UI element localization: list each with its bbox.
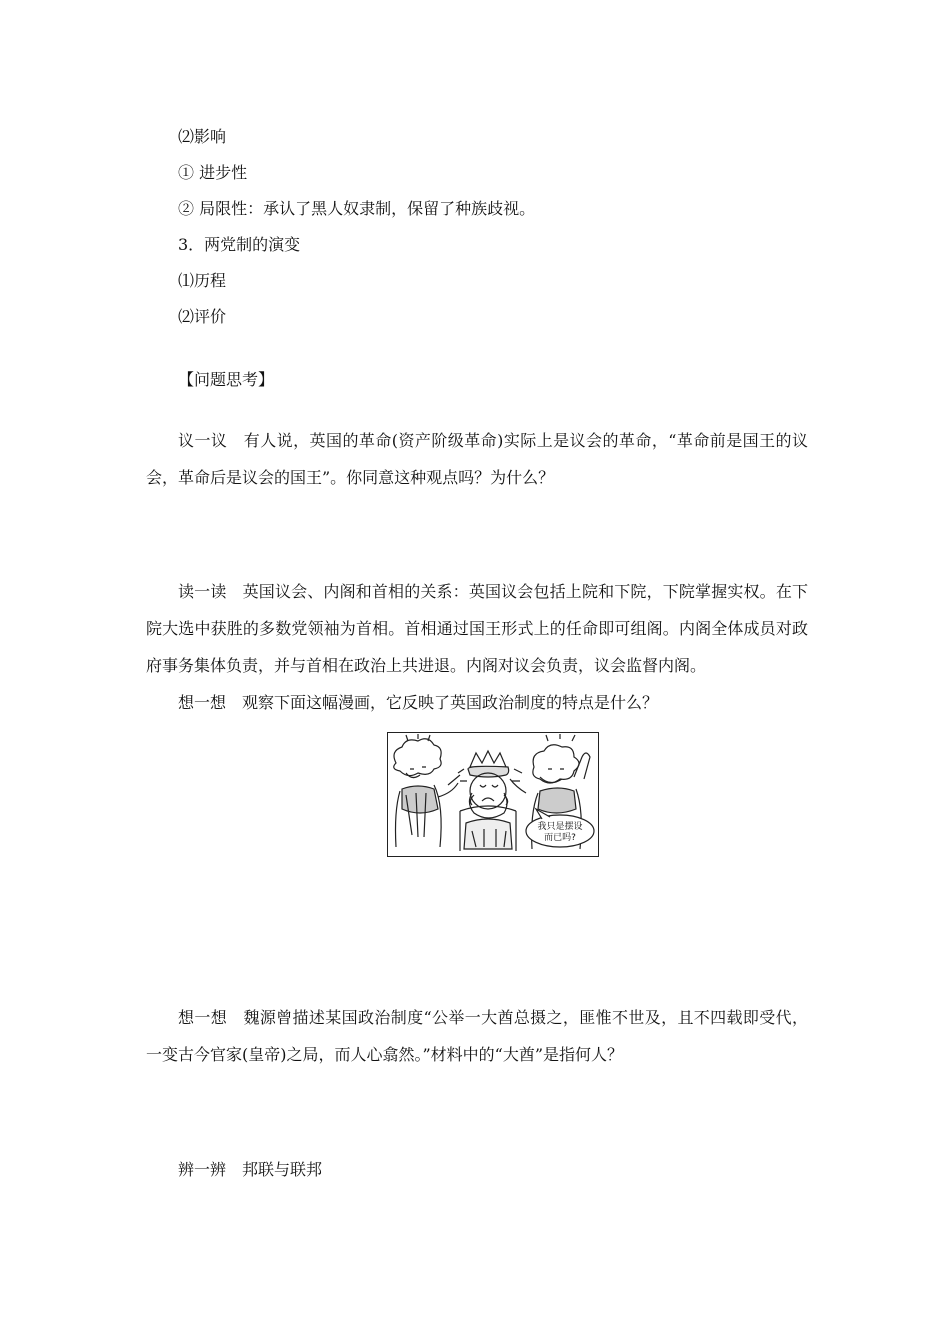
read-passage: 读一读 英国议会、内阁和首相的关系：英国议会包括上院和下院，下院掌握实权。在下院大选中获胜的多数党领袖为首相。首相通过国王形式上的任命即可组阁。内阁全体成员对政府事务集体负责，并与首相在政治上共进退。内阁对议会负责，议会监督内阁。 [146, 582, 808, 675]
section-heading-two-party: 3．两党制的演变 [178, 235, 301, 254]
political-cartoon-image [387, 732, 599, 857]
discuss-question: 议一议 有人说，英国的革命(资产阶级革命)实际上是议会的革命，“革命前是国王的议会，革命后是议会的国王”。你同意这种观点吗？为什么？ [146, 431, 808, 487]
cartoon-bubble-line2: 而已吗? [544, 833, 576, 843]
outline-progress: ① 进步性 [178, 163, 248, 182]
think-weiyuan-question: 想一想 魏源曾描述某国政治制度“公举一大酋总摄之，匪惟不世及，且不四载即受代，一变古今官家(皇帝)之局，而人心翕然。”材料中的“大酋”是指何人？ [146, 1008, 808, 1064]
outline-limitation: ② 局限性：承认了黑人奴隶制，保留了种族歧视。 [178, 199, 536, 218]
questions-heading: 【问题思考】 [178, 370, 275, 389]
cartoon-bubble-line1: 我只是摆设 [537, 822, 583, 832]
outline-impact: ⑵影响 [178, 127, 227, 146]
think-cartoon-question: 想一想 观察下面这幅漫画，它反映了英国政治制度的特点是什么？ [178, 693, 659, 712]
outline-evaluation: ⑵评价 [178, 307, 227, 326]
compare-heading: 辨一辨 邦联与联邦 [178, 1160, 323, 1179]
outline-history: ⑴历程 [178, 271, 227, 290]
